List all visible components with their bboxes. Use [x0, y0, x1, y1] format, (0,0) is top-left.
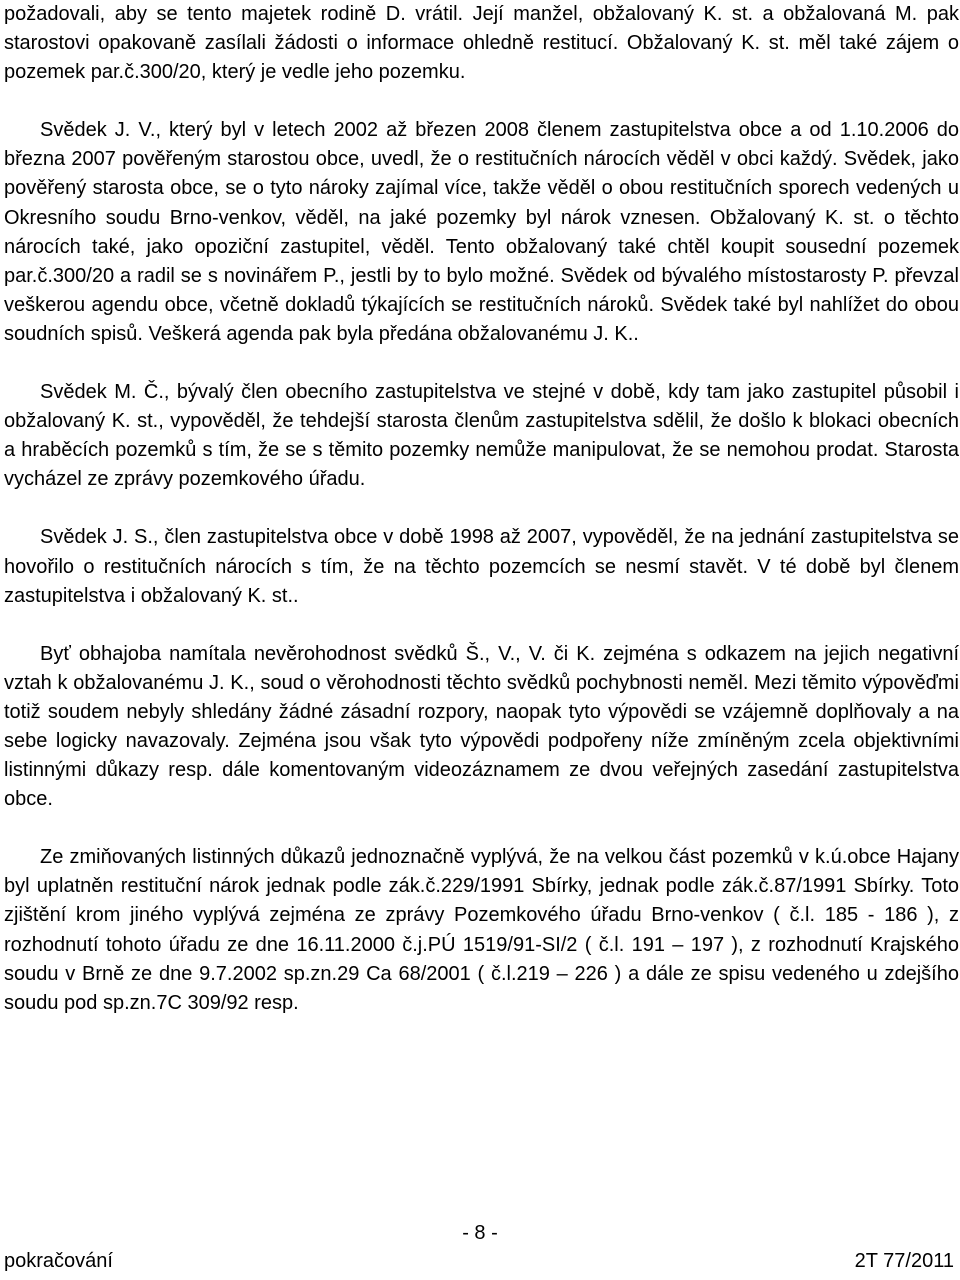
- page-number: - 8 -: [462, 1222, 498, 1244]
- document-body: [4, 0, 959, 1018]
- paragraph-witness-j-v: Svědek J. V., který byl v letech 2002 až březen 2008 členem zastupitelstva obce a od 1.10.2006 do března 2007 pověřeným starostou obce, uvedl, že o restitučních nárocích věděl v obci každý. Svědek, jako pověřený starosta obce, se o tyto nároky zajímal více, takže věděl o obou restitučních sporech vedených u Okresního soudu Brno-venkov, věděl, na jaké pozemky byl nárok vznesen. Obžalovaný K. st. o těchto nárocích také, jako opoziční zastupitel, věděl. Tento obžalovaný také chtěl koupit sousední pozemek par.č.300/20 a radil se s novinářem P., jestli by to bylo možné. Svědek od bývalého místostarosty P. převzal veškerou agendu obce, včetně dokladů týkajících se restitučních nároků. Svědek také byl nahlížet do obou soudních spisů. Veškerá agenda pak byla předána obžalovanému J. K..: [4, 119, 959, 345]
- paragraph-continuation: požadovali, aby se tento majetek rodině D. vrátil. Její manžel, obžalovaný K. st. a obžalovaná M. pak starostovi opakovaně zasílali žádosti o informace ohledně restitucí. Obžalovaný K. st. měl také zájem o pozemek par.č.300/20, který je vedle jeho pozemku.: [4, 3, 959, 84]
- footer-case-number: 2T 77/2011: [854, 1250, 954, 1272]
- paragraph-witness-m-c: Svědek M. Č., bývalý člen obecního zastupitelstva ve stejné v době, kdy tam jako zastupitel působil i obžalovaný K. st., vypověděl, že tehdejší starosta členům zastupitelstva sdělil, že došlo k blokaci obecních a hraběcích pozemků s tím, že se s těmito pozemky nemůže manipulovat, že se nemohou prodat. Starosta vycházel ze zprávy pozemkového úřadu.: [4, 381, 959, 491]
- paragraph-defense-objection: Byť obhajoba namítala nevěrohodnost svědků Š., V., V. či K. zejména s odkazem na jejich negativní vztah k obžalovanému J. K., soud o věrohodnosti těchto svědků pochybnosti neměl. Mezi těmito výpověďmi totiž soudem nebyly shledány žádné zásadní rozpory, naopak tyto výpovědi se vzájemně doplňovaly a na sebe logicky navazovaly. Zejména jsou však tyto výpovědi podpořeny níže zmíněným zcela objektivními listinnými důkazy resp. dále komentovaným videozáznamem ze dvou veřejných zasedání zastupitelstva obce.: [4, 642, 959, 811]
- paragraph-witness-j-s: Svědek J. S., člen zastupitelstva obce v době 1998 až 2007, vypověděl, že na jednání zastupitelstva se hovořilo o restitučních nárocích s tím, že na těchto pozemcích se nesmí stavět. V té době byl členem zastupitelstva i obžalovaný K. st..: [4, 526, 959, 607]
- footer-continuation-label: pokračování: [4, 1250, 113, 1272]
- paragraph-documentary-evidence: Ze zmiňovaných listinných důkazů jednoznačně vyplývá, že na velkou část pozemků v k.ú.obce Hajany byl uplatněn restituční nárok jednak podle zák.č.229/1991 Sbírky, jednak podle zák.č.87/1991 Sbírky. Toto zjištění krom jiného vyplývá zejména ze zprávy Pozemkového úřadu Brno-venkov ( č.l. 185 - 186 ), z rozhodnutí tohoto úřadu ze dne 16.11.2000 č.j.PÚ 1519/91-SI/2 ( č.l. 191 – 197 ), z rozhodnutí Krajského soudu v Brně ze dne 9.7.2002 sp.zn.29 Ca 68/2001 ( č.l.219 – 226 ) a dále ze spisu vedeného u zdejšího soudu pod sp.zn.7C 309/92 resp.: [4, 846, 959, 1014]
